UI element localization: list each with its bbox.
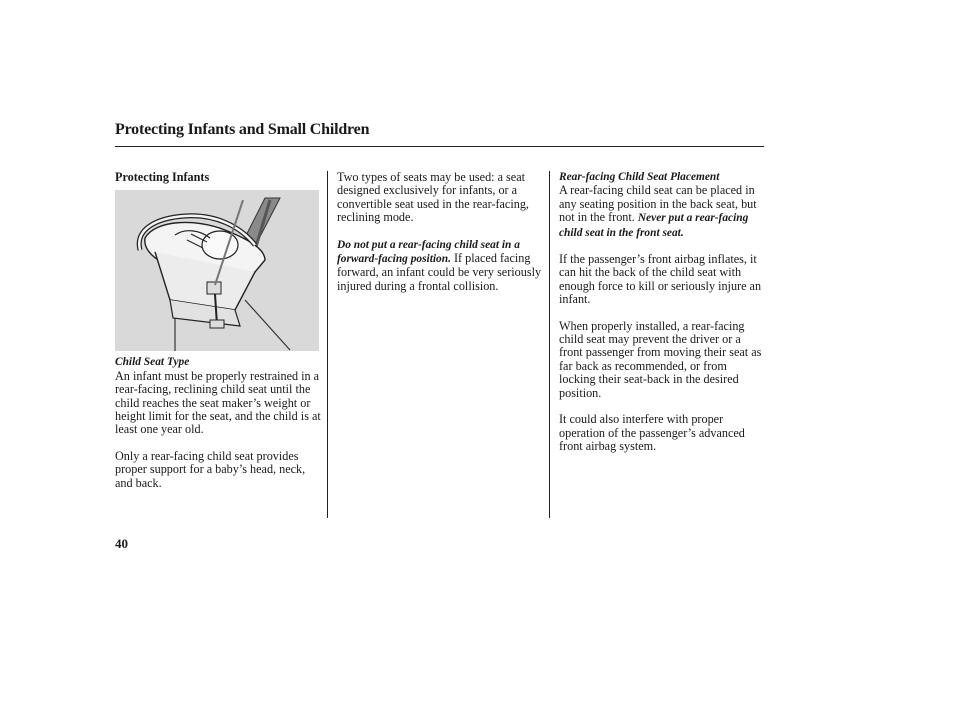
column-divider-2 [549,171,550,518]
paragraph-text: A rear-facing child seat can be placed in any seating position in the back seat, but not in the front. [559,183,757,225]
page-title: Protecting Infants and Small Children [115,121,370,138]
column-3 [559,171,765,466]
paragraph: If the passenger’s front airbag inflates, it can hit the back of the child seat with enough force to kill or seriously injure an infant. [559,252,762,307]
title-divider [115,146,764,147]
column-1 [115,171,321,503]
paragraph: Two types of seats may be used: a seat designed exclusively for infants, or a convertible seat used in the rear-facing, reclining mode. [337,170,529,225]
column-divider-1 [327,171,328,518]
infant-seat-illustration [115,190,319,351]
paragraph: When properly installed, a rear-facing child seat may prevent the driver or a front passenger from moving their seat as far back as recommended, or from locking their seat-back in the desired position. [559,318,762,400]
warning-emphasis: Do not put a rear-facing child seat in a forward-facing position. [337,238,520,266]
rear-facing-infant-seat-icon [115,190,319,351]
warning-emphasis: Never put a rear-facing child seat in the front seat. [559,212,749,239]
paragraph [559,184,765,240]
warning-text: If placed facing forward, an infant could be very seriously injured during a frontal collision. [337,251,542,293]
section-heading: Protecting Infants [115,170,210,184]
paragraph: Only a rear-facing child seat provides proper support for a baby’s head, neck, and back. [115,448,306,490]
paragraph: An infant must be properly restrained in a rear-facing, reclining child seat until the child reaches the seat maker’s weight or height limit for the seat, and the child is at least one year old. [115,368,321,437]
paragraph: It could also interfere with proper operation of the passenger’s advanced front airbag system. [559,412,745,453]
subheading-placement: Rear-facing Child Seat Placement [559,171,720,183]
page-number: 40 [115,536,128,551]
column-2 [337,171,543,306]
warning-paragraph [337,238,543,294]
subheading-child-seat-type: Child Seat Type [115,356,190,369]
